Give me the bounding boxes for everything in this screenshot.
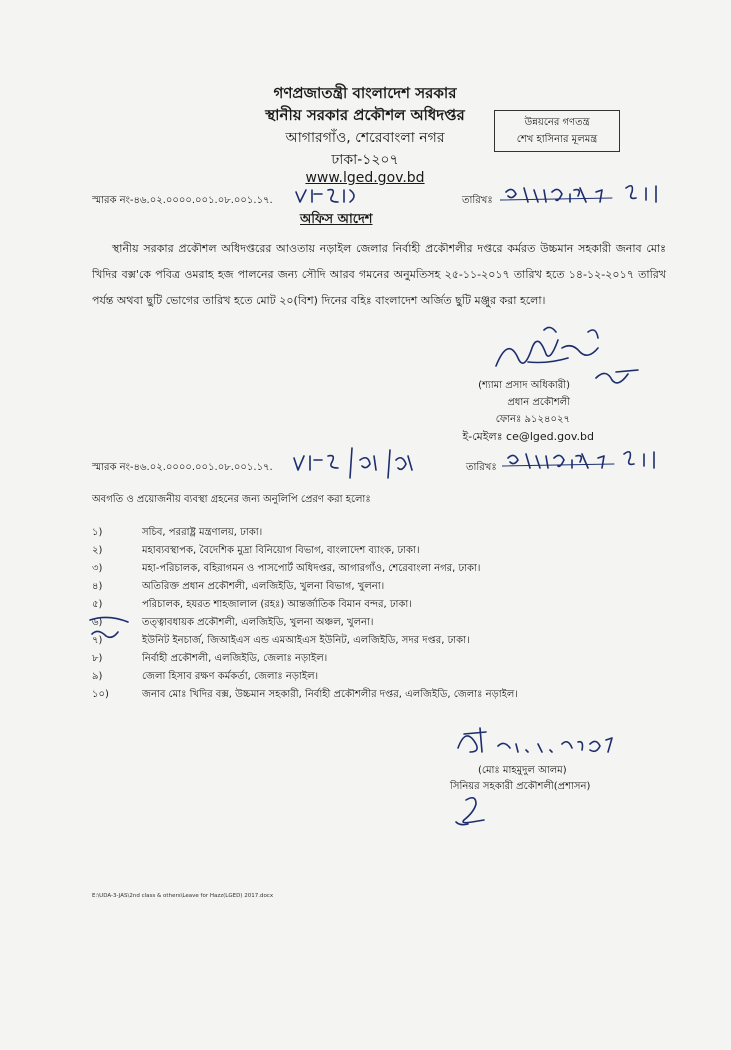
memo1-ref [92, 193, 273, 210]
signatory1-phone: ফোনঃ ৯১২৪০২৭ [495, 414, 570, 425]
memo2-ref [92, 460, 273, 477]
memo2-handwritten-number [290, 446, 430, 480]
memo2-handwritten-date [502, 442, 672, 476]
signatory1-designation: প্রধান প্রকৌশলী [507, 397, 570, 408]
copy-intro: অবগতি ও প্রয়োজনীয় ব্যবস্থা গ্রহনের জন্য অনুলিপি প্রেরণ করা হলোঃ [92, 494, 371, 505]
initial-mark [452, 792, 492, 828]
memo1-handwritten-number [292, 182, 372, 208]
memo1-date-label: তারিখঃ [462, 195, 493, 206]
signatory1-name: (শ্যামা প্রসাদ অধিকারী) [478, 380, 570, 391]
memo2-date-label: তারিখঃ [466, 462, 497, 473]
signatory2-name: (মোঃ মাহমুদুল আলম) [478, 765, 567, 776]
office-order-title: অফিস আদেশ [300, 212, 373, 227]
file-path-footer: E:\UDA-3-JAS\2nd class & others\Leave for Hazz(LGED) 2017.docx [92, 893, 274, 899]
slogan-box [494, 110, 620, 152]
memo2-ref-label: স্মারক নং-৪৬.০২.০০০০.০০১.০৮.০০১.১৭. [92, 462, 273, 473]
signature-senior-asst-engineer [450, 722, 630, 764]
signatory1-email[interactable]: ই-মেইলঃ ce@lged.gov.bd [462, 430, 594, 443]
address-line: আগারগাঁও, শেরেবাংলা নগর [285, 130, 445, 146]
signatory2-designation: সিনিয়র সহকারী প্রকৌশলী(প্রশাসন) [450, 781, 591, 792]
slogan-line-2: শেখ হাসিনার মূলমন্ত্র [516, 134, 598, 145]
memo1-ref-label: স্মারক নং-৪৬.০২.০০০০.০০১.০৮.০০১.১৭. [92, 195, 273, 206]
govt-name: গণপ্রজাতন্ত্রী বাংলাদেশ সরকার [273, 84, 457, 102]
order-body-paragraph: স্থানীয় সরকার প্রকৌশল অধিদপ্তরের আওতায় নড়াইল জেলার নির্বাহী প্রকৌশলীর দপ্তরে কর্মরত উচ্চমান সহকারী জনাব মোঃ খিদির বক্স'কে পবিত্র ওমরাহ হজ পালনের জন্য সৌদি আরব গমনের অনুমতিসহ ২৫-১১-২০১৭ তারিখ হতে ১৪-১২-২০১৭ তারিখ পর্যন্ত অথবা ছুটি ভোগের তারিখ হতে মোট ২০(বিশ) দিনের বহিঃ বাংলাদেশ অর্জিত ছুটি মঞ্জুর করা হলো। [92, 242, 666, 307]
city-line: ঢাকা-১২০৭ [331, 152, 399, 168]
handwritten-list-marks [88, 612, 148, 642]
slogan-line-1: উন্নয়নের গণতন্ত্র [524, 117, 590, 128]
website-link[interactable]: www.lged.gov.bd [305, 170, 425, 186]
memo1-handwritten-date [500, 178, 670, 210]
department-name: স্থানীয় সরকার প্রকৌশল অধিদপ্তর [265, 106, 465, 124]
letterhead [200, 82, 530, 190]
